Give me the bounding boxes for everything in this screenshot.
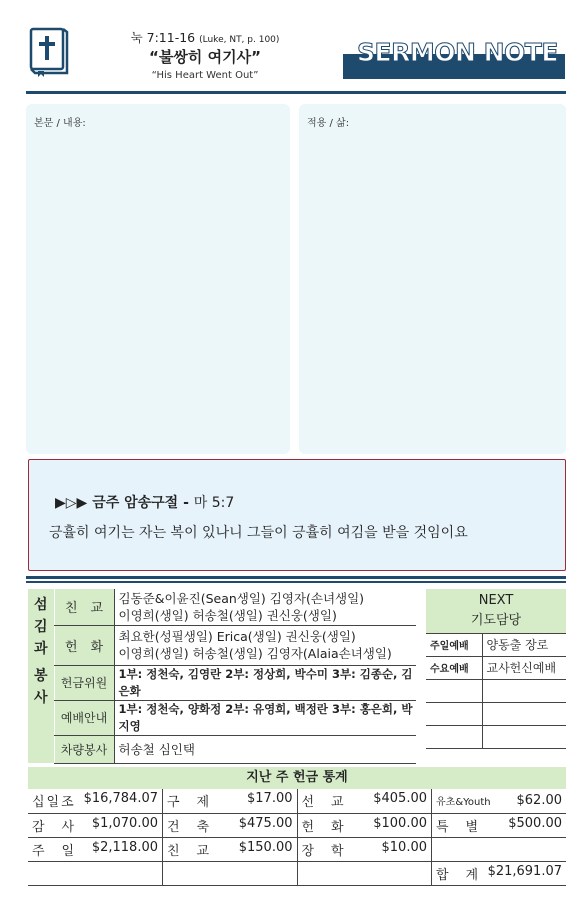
offering-total: 합 계 $21,691.07	[436, 863, 562, 883]
offering-item: 선 교 $405.00	[301, 791, 427, 811]
memory-verse-text: 긍휼히 여기는 자는 복이 있나니 그들이 긍휼히 여김을 받을 것임이요	[49, 525, 468, 541]
service-names: 최요한(성필생일) Erica(생일) 권신웅(생일) 이영희(생일) 허송철(생일) 김영자(Alaia손녀생일)	[114, 625, 416, 665]
section-divider-thin	[26, 581, 566, 583]
prayer-service-name: 수요예배	[426, 656, 482, 679]
service-names: 허송철 심인택	[114, 735, 416, 763]
section-divider	[26, 576, 566, 579]
offering-item: 친 교 $150.00	[167, 839, 293, 859]
service-category: 친 교	[54, 589, 114, 625]
service-names: 김동준&이윤진(Sean생일) 김영자(손녀생일) 이영희(생일) 허송철(생일) 권신웅(생일)	[114, 589, 416, 625]
service-category: 헌금위원	[54, 665, 114, 700]
prayer-leader: 양동출 장로	[482, 633, 566, 656]
table-row	[426, 679, 566, 702]
sermon-note-title: SERMON NOTE	[357, 38, 558, 67]
table-row	[28, 589, 416, 625]
service-table	[28, 589, 416, 764]
sermon-title: “불쌍히 여기사”	[149, 48, 261, 66]
prayer-leader	[482, 702, 566, 725]
next-prayer-table	[426, 589, 566, 749]
table-row	[28, 837, 566, 861]
offering-stats-title: 지난 주 헌금 통계	[28, 767, 566, 789]
table-row	[28, 625, 416, 665]
table-row	[28, 789, 566, 813]
offering-item: 장 학 $10.00	[301, 839, 427, 859]
offering-item: 구 제 $17.00	[167, 791, 293, 811]
sermon-subtitle: “His Heart Went Out”	[151, 70, 259, 81]
service-category: 차량봉사	[54, 735, 114, 763]
table-row	[28, 735, 416, 763]
prayer-leader	[482, 679, 566, 702]
service-side-label-bottom: 봉 사	[28, 665, 54, 763]
prayer-service-name	[426, 679, 482, 702]
service-names: 1부: 정천숙, 양화정 2부: 유영희, 백정란 3부: 홍은희, 박지영	[114, 700, 416, 735]
offering-item: 건 축 $475.00	[167, 815, 293, 835]
scripture-reference: 눅 7:11-16 (Luke, NT, p. 100)	[130, 30, 280, 45]
notes-content-panel[interactable]	[26, 104, 290, 454]
table-row	[426, 633, 566, 656]
prayer-service-name	[426, 725, 482, 748]
memory-verse-heading: ▶▷▶ 금주 암송구절 - 마 5:7	[55, 495, 235, 511]
notes-application-panel[interactable]	[299, 104, 566, 454]
offering-item: 헌 화 $100.00	[301, 815, 427, 835]
table-row	[426, 656, 566, 679]
service-category: 헌 화	[54, 625, 114, 665]
table-row	[426, 589, 566, 633]
notes-content-label: 본문 / 내용:	[34, 118, 86, 129]
prayer-service-name	[426, 702, 482, 725]
notes-application-label: 적용 / 삶:	[307, 118, 350, 129]
memory-verse-reference: 마 5:7	[193, 495, 235, 511]
scripture-reference-english: (Luke, NT, p. 100)	[199, 35, 280, 45]
header-divider	[26, 91, 566, 94]
next-prayer-heading: NEXT 기도담당	[426, 589, 566, 633]
prayer-leader	[482, 725, 566, 748]
service-category: 예배안내	[54, 700, 114, 735]
offering-item: 십일조 $16,784.07	[32, 791, 158, 811]
offering-item: 특 별 $500.00	[436, 815, 562, 835]
arrows-icon: ▶▷▶	[55, 495, 88, 511]
offering-item: 주 일 $2,118.00	[32, 839, 158, 859]
table-row	[28, 700, 416, 735]
prayer-service-name: 주일예배	[426, 633, 482, 656]
offering-stats-table	[28, 789, 566, 886]
table-row	[426, 702, 566, 725]
table-row	[28, 813, 566, 837]
bible-icon	[28, 26, 70, 78]
prayer-leader: 교사헌신예배	[482, 656, 566, 679]
offering-item: 유초&Youth $62.00	[436, 793, 562, 809]
memory-verse-box	[28, 459, 566, 571]
service-side-label-top: 섬 김 과	[28, 589, 54, 665]
offering-item: 감 사 $1,070.00	[32, 815, 158, 835]
table-row	[426, 725, 566, 748]
service-names: 1부: 정천숙, 김영란 2부: 정상희, 박수미 3부: 김종순, 김은화	[114, 665, 416, 700]
table-row	[28, 665, 416, 700]
table-row	[28, 861, 566, 885]
